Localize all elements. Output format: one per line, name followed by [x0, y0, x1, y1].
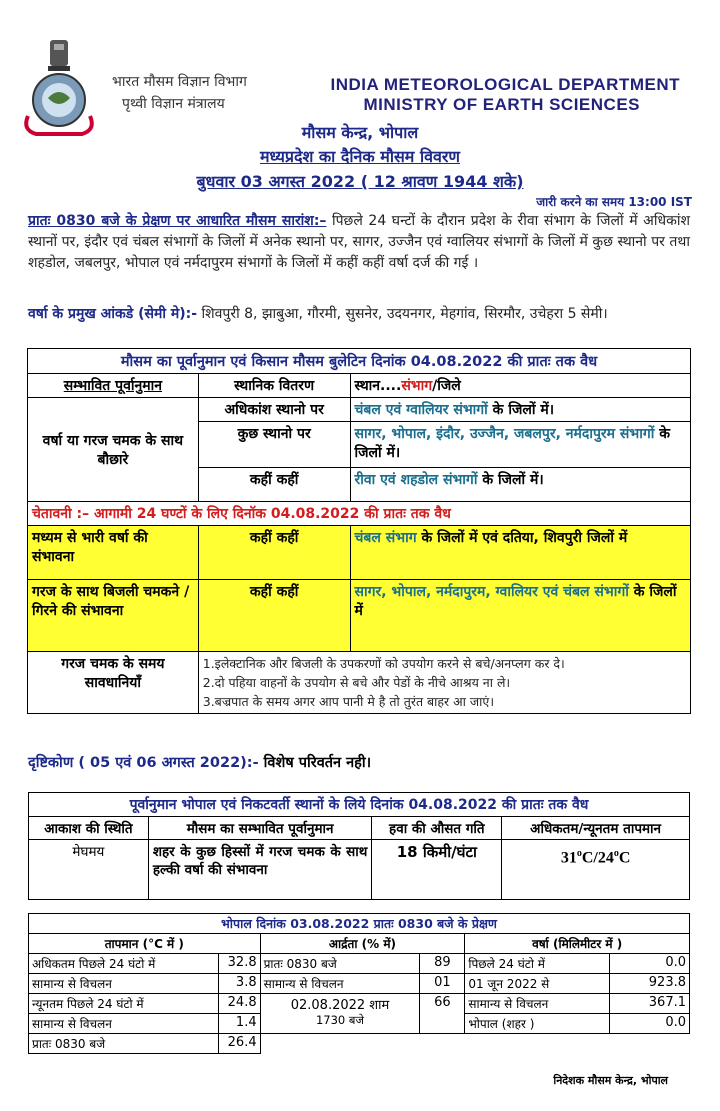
- obs-value: 923.8: [610, 974, 690, 994]
- place-most: चंबल एवं ग्वालियर संभागों के जिलों में।: [350, 398, 690, 422]
- col-place: स्थान....संभाग/जिले: [350, 374, 690, 398]
- obs-value: 89: [420, 954, 465, 974]
- obs-label-evening: 02.08.2022 शाम 1730 बजे: [260, 994, 420, 1034]
- obs-value: 26.4: [218, 1034, 260, 1054]
- obs-value: 01: [420, 974, 465, 994]
- col-weather: मौसम का सम्भावित पूर्वानुमान: [148, 817, 372, 840]
- obs-value: 0.0: [610, 1014, 690, 1034]
- humidity-header: आर्द्रता (% में): [260, 934, 465, 954]
- warning-lightning-place: सागर, भोपाल, नर्मदापुरम, ग्वालियर एवं चंबल संभागों के जिलों में: [350, 580, 690, 652]
- col-wind: हवा की औसत गति: [372, 817, 502, 840]
- obs-value: 66: [420, 994, 465, 1034]
- precaution-list: [198, 652, 690, 714]
- bhopal-forecast-table: [28, 792, 690, 900]
- observation-title: भोपाल दिनांक 03.08.2022 प्रातः 0830 बजे के प्रेक्षण: [29, 914, 690, 934]
- summary-text: पिछले 24 घन्टों के दौरान प्रदेश के रीवा संभाग के जिलों में अधिकांश स्थानों पर, इंदौर एवं चंबल संभागों के जिलों में अनेक स्थानो पर, सागर, उज्जैन एवं ग्वालियर संभागों के जिलों में कुछ स्थानो पर तथा शहडोल, जबलपुर, भोपाल एवं नर्मदापुरम संभागों के जिलों में कहीं कहीं वर्षा दर्ज की गई ।: [28, 213, 690, 271]
- outlook-label: दृष्टिकोण ( 05 एवं 06 अगस्त 2022):-: [28, 755, 259, 771]
- obs-value: 24.8: [218, 994, 260, 1014]
- precaution-item: 3.बज्रपात के समय अगर आप पानी मे है तो तुरंत बाहर आ जाएं।: [202, 694, 495, 709]
- temp-header: तापमान (°C में ): [29, 934, 261, 954]
- director-signature: निदेशक मौसम केन्द्र, भोपाल: [553, 1074, 668, 1087]
- phenomenon-rain: वर्षा या गरज चमक के साथ बौछारे: [28, 398, 199, 502]
- rainfall-figures: [28, 304, 690, 325]
- obs-label: सामान्य से विचलन: [260, 974, 420, 994]
- warning-heavy-rain-dist: कहीं कहीं: [198, 526, 350, 580]
- bhopal-forecast-title: पूर्वानुमान भोपाल एवं निकटवर्ती स्थानों के लिये दिनांक 04.08.2022 की प्रातः तक वैध: [29, 793, 690, 817]
- obs-label: सामान्य से विचलन: [29, 974, 219, 994]
- obs-label: भोपाल (शहर ): [465, 1014, 610, 1034]
- obs-label: सामान्य से विचलन: [29, 1014, 219, 1034]
- outlook: [28, 752, 371, 772]
- warning-heavy-rain: मध्यम से भारी वर्षा की संभावना: [28, 526, 199, 580]
- issue-time: जारी करने का समय 13:00 IST: [536, 195, 692, 209]
- outlook-text: विशेष परिवर्तन नही।: [263, 755, 372, 771]
- org-hindi-line2: पृथ्वी विज्ञान मंत्रालय: [122, 96, 225, 112]
- forecast-title: मौसम का पूर्वानुमान एवं किसान मौसम बुलेटिन दिनांक 04.08.2022 की प्रातः तक वैध: [28, 349, 691, 374]
- summary-label: प्रातः 0830 बजे के प्रेक्षण पर आधारित मौसम सारांश:–: [28, 213, 327, 229]
- org-english-line1: INDIA METEOROLOGICAL DEPARTMENT: [330, 75, 680, 94]
- obs-label: सामान्य से विचलन: [465, 994, 610, 1014]
- obs-label: पिछले 24 घंटो में: [465, 954, 610, 974]
- rainfall-text: शिवपुरी 8, झाबुआ, गौरमी, सुसनेर, उदयनगर, मेहगांव, सिरमौर, उचेहरा 5 सेमी।: [201, 306, 608, 322]
- warning-heavy-rain-place: चंबल संभाग के जिलों में एवं दतिया, शिवपुरी जिलों में: [350, 526, 690, 580]
- weather-forecast: शहर के कुछ हिस्सों में गरज चमक के साथ हल्की वर्षा की संभावना: [148, 840, 372, 900]
- obs-label: 01 जून 2022 से: [465, 974, 610, 994]
- center-name: मौसम केन्द्र, भोपाल: [301, 123, 419, 142]
- obs-label: न्यूनतम पिछले 24 घंटो में: [29, 994, 219, 1014]
- warning-lightning: गरज के साथ बिजली चमकने /गिरने की संभावना: [28, 580, 199, 652]
- observation-table: [28, 913, 690, 1054]
- obs-label: अधिकतम पिछले 24 घंटो में: [29, 954, 219, 974]
- precaution-item: 1.इलेक्टानिक और बिजली के उपकरणों को उपयोग करने से बचे/अनप्लग कर दे।: [202, 656, 565, 671]
- forecast-table: [27, 348, 691, 714]
- obs-value: 367.1: [610, 994, 690, 1014]
- col-sky: आकाश की स्थिति: [29, 817, 149, 840]
- rain-header: वर्षा (मिलिमीटर में ): [465, 934, 690, 954]
- place-isolated: रीवा एवं शहडोल संभागों के जिलों में।: [350, 468, 690, 502]
- obs-label: प्रातः 0830 बजे: [260, 954, 420, 974]
- dist-most-places: अधिकांश स्थानो पर: [198, 398, 350, 422]
- rainfall-label: वर्षा के प्रमुख आंकडे (सेमी मे):-: [28, 306, 198, 322]
- obs-label: प्रातः 0830 बजे: [29, 1034, 219, 1054]
- col-probable-forecast: सम्भावित पूर्वानुमान: [28, 374, 199, 398]
- warning-lightning-dist: कहीं कहीं: [198, 580, 350, 652]
- org-hindi-line1: भारत मौसम विज्ञान विभाग: [112, 74, 247, 90]
- obs-value: 3.8: [218, 974, 260, 994]
- obs-value: 32.8: [218, 954, 260, 974]
- wind-speed: 18 किमी/घंटा: [372, 840, 502, 900]
- place-few: सागर, भोपाल, इंदौर, उज्जैन, जबलपुर, नर्मदापुरम संभागों के जिलों में।: [350, 422, 690, 468]
- col-temp: अधिकतम/न्यूनतम तापमान: [502, 817, 690, 840]
- obs-value: 1.4: [218, 1014, 260, 1034]
- dist-few-places: कुछ स्थानो पर: [198, 422, 350, 468]
- warning-title: चेतावनी :– आगामी 24 घण्टों के लिए दिनॉक 04.08.2022 की प्रातः तक वैध: [28, 502, 691, 526]
- report-date: बुधवार 03 अगस्त 2022 ( 12 श्रावण 1944 शके): [196, 172, 524, 191]
- col-spatial-distribution: स्थानिक वितरण: [198, 374, 350, 398]
- dist-isolated: कहीं कहीं: [198, 468, 350, 502]
- obs-value: 0.0: [610, 954, 690, 974]
- weather-summary: [28, 211, 690, 274]
- sky-condition: मेघमय: [29, 840, 149, 900]
- precaution-label: गरज चमक के समय सावधानियाँ: [28, 652, 199, 714]
- precaution-item: 2.दो पहिया वाहनों के उपयोग से बचे और पेडों के नीचे आश्रय ना ले।: [202, 675, 511, 690]
- report-title: मध्यप्रदेश का दैनिक मौसम विवरण: [259, 147, 460, 166]
- temp-max-min: 31$^o$C/24$^o$C: [502, 840, 690, 900]
- org-english-line2: MINISTRY OF EARTH SCIENCES: [363, 95, 640, 114]
